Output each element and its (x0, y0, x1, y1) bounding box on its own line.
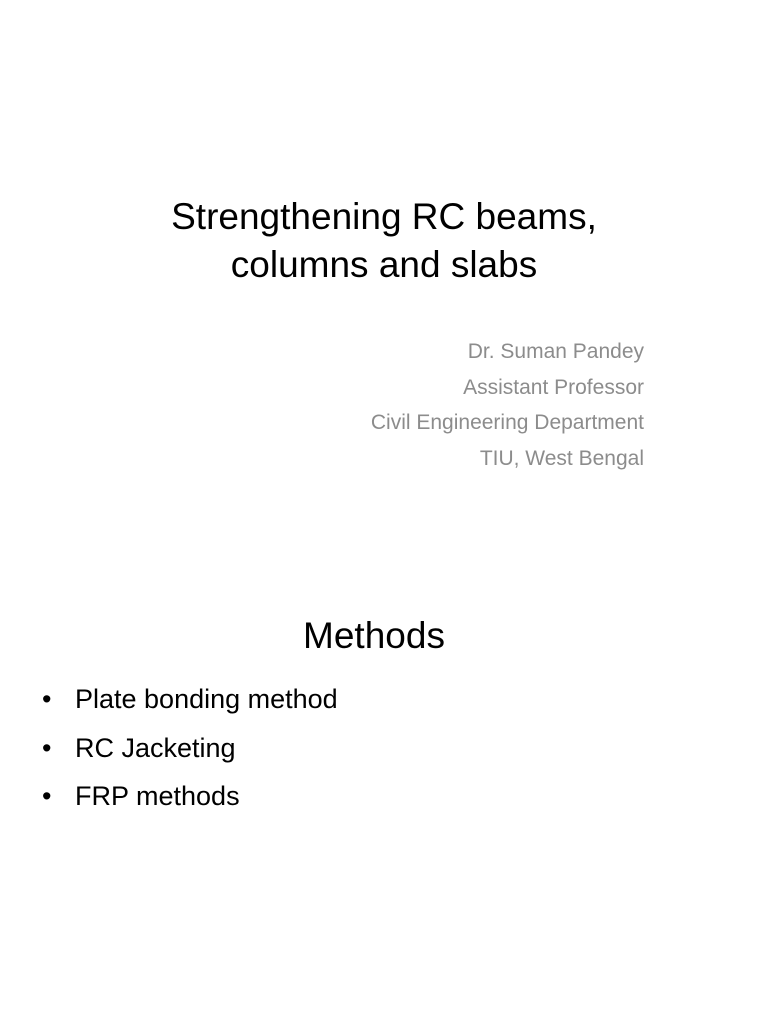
author-info (371, 334, 644, 476)
author-institution: TIU, West Bengal (479, 446, 644, 470)
author-name: Dr. Suman Pandey (467, 340, 644, 363)
list-item-text: RC Jacketing (75, 732, 236, 763)
list-item-text: Plate bonding method (75, 684, 338, 714)
list-item (42, 724, 338, 773)
list-item (42, 772, 338, 821)
methods-slide (0, 576, 768, 1024)
slide-title (0, 193, 768, 289)
author-department: Civil Engineering Department (370, 411, 644, 434)
bullet-icon: • (42, 684, 52, 714)
slide-title-line-2: columns and slabs (230, 244, 538, 285)
methods-list (42, 675, 338, 821)
bullet-icon: • (42, 781, 52, 811)
methods-heading: Methods (303, 615, 445, 656)
author-position: Assistant Professor (463, 375, 644, 399)
list-item (42, 675, 338, 724)
list-item-text: FRP methods (75, 781, 240, 811)
slide-title-line-1: Strengthening RC beams, (171, 196, 597, 237)
bullet-icon: • (42, 732, 52, 763)
